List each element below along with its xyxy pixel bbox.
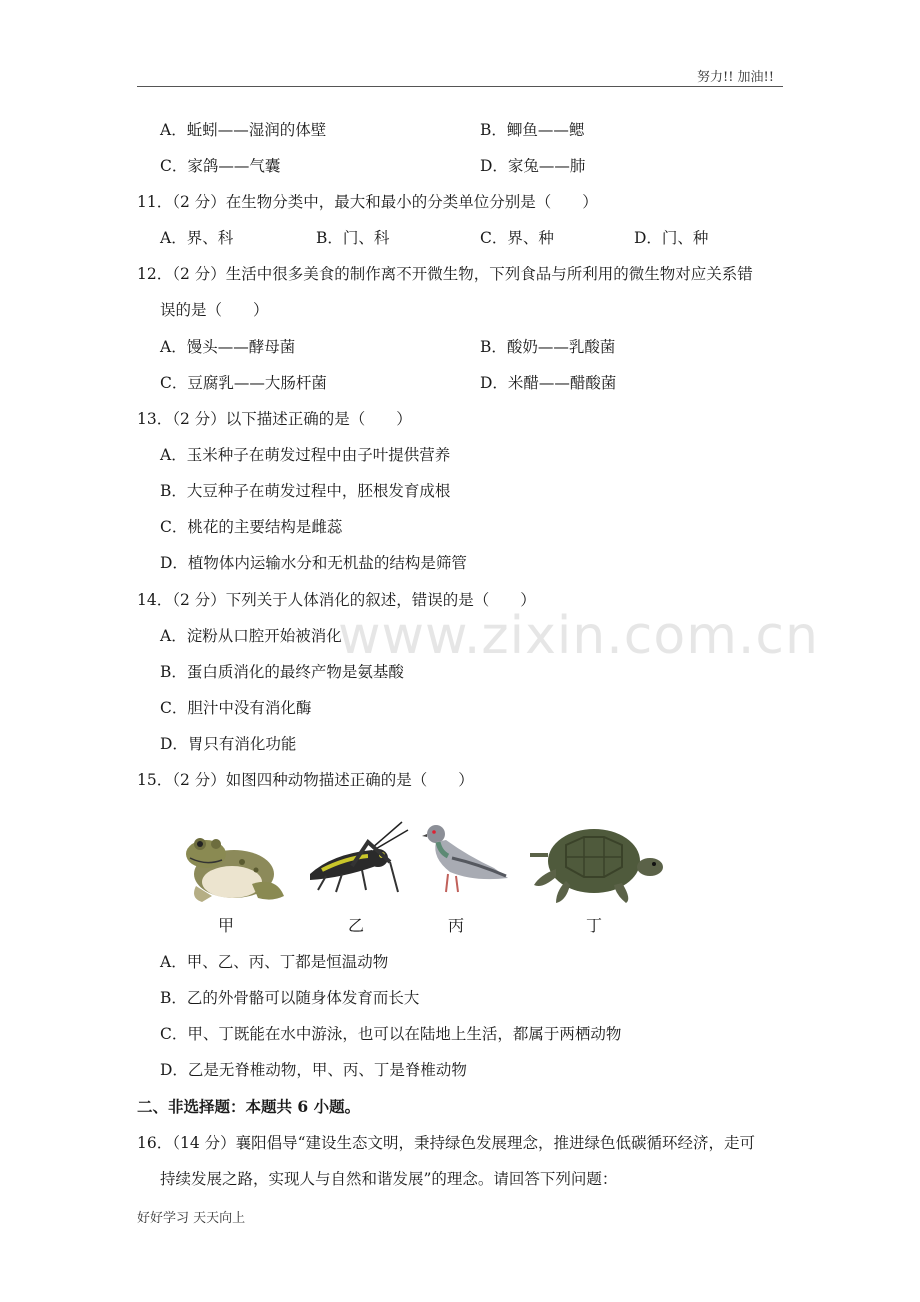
grasshopper-illustration <box>302 818 410 910</box>
label-yi: 乙 <box>348 916 365 935</box>
label-ding: 丁 <box>586 916 603 935</box>
q12-stem-line1: 12．（2 分）生活中很多美食的制作离不开微生物，下列食品与所利用的微生物对应关系错 <box>137 265 753 283</box>
q15-option-c: C．甲、丁既能在水中游泳，也可以在陆地上生活，都属于两栖动物 <box>160 1025 622 1043</box>
q14-option-c: C．胆汁中没有消化酶 <box>160 699 312 717</box>
pigeon-illustration <box>422 820 512 900</box>
q11-option-c: C．界、种 <box>480 229 554 247</box>
q12-option-a: A．馒头——酵母菌 <box>160 338 296 356</box>
q11-option-b: B．门、科 <box>316 229 390 247</box>
q13-stem: 13．（2 分）以下描述正确的是（ ） <box>137 410 412 428</box>
q12-stem-line2: 误的是（ ） <box>160 301 269 319</box>
q16-stem-line2: 持续发展之路，实现人与自然和谐发展”的理念。请回答下列问题： <box>160 1170 618 1188</box>
frog-illustration <box>172 824 292 908</box>
turtle-illustration <box>526 815 664 907</box>
q10-option-c: C．家鸽——气囊 <box>160 157 281 175</box>
section-title: 二、非选择题：本题共 6 小题。 <box>137 1097 361 1116</box>
q11-option-a: A．界、科 <box>160 229 234 247</box>
q14-option-a: A．淀粉从口腔开始被消化 <box>160 627 342 645</box>
q13-option-a: A．玉米种子在萌发过程中由子叶提供营养 <box>160 446 451 464</box>
q10-option-b: B．鲫鱼——鳃 <box>480 121 585 139</box>
q12-option-d: D．米醋——醋酸菌 <box>480 374 617 392</box>
label-jia: 甲 <box>218 916 235 935</box>
q10-option-d: D．家兔——肺 <box>480 157 586 175</box>
q12-option-b: B．酸奶——乳酸菌 <box>480 338 616 356</box>
header-divider <box>137 86 783 87</box>
q14-stem: 14．（2 分）下列关于人体消化的叙述，错误的是（ ） <box>137 591 536 609</box>
q15-option-b: B．乙的外骨骼可以随身体发育而长大 <box>160 989 420 1007</box>
page-header: 努力!! 加油!! <box>696 70 774 85</box>
q15-stem: 15．（2 分）如图四种动物描述正确的是（ ） <box>137 771 474 789</box>
q11-option-d: D．门、种 <box>634 229 709 247</box>
label-bing: 丙 <box>448 916 465 935</box>
q16-stem-line1: 16．（14 分）襄阳倡导“建设生态文明，秉持绿色发展理念，推进绿色低碳循环经济，走可 <box>137 1134 756 1152</box>
q13-option-d: D．植物体内运输水分和无机盐的结构是筛管 <box>160 554 467 572</box>
watermark: www.zixin.com.cn <box>338 606 819 666</box>
q10-option-a: A．蚯蚓——湿润的体壁 <box>160 121 327 139</box>
q11-stem: 11．（2 分）在生物分类中，最大和最小的分类单位分别是（ ） <box>137 193 598 211</box>
q12-option-c: C．豆腐乳——大肠杆菌 <box>160 374 327 392</box>
q13-option-c: C．桃花的主要结构是雌蕊 <box>160 518 343 536</box>
q13-option-b: B．大豆种子在萌发过程中，胚根发育成根 <box>160 482 451 500</box>
q14-option-b: B．蛋白质消化的最终产物是氨基酸 <box>160 663 404 681</box>
q15-option-d: D．乙是无脊椎动物，甲、丙、丁是脊椎动物 <box>160 1061 467 1079</box>
q14-option-d: D．胃只有消化功能 <box>160 735 297 753</box>
page-footer: 好好学习 天天向上 <box>137 1211 246 1226</box>
q15-option-a: A．甲、乙、丙、丁都是恒温动物 <box>160 953 389 971</box>
